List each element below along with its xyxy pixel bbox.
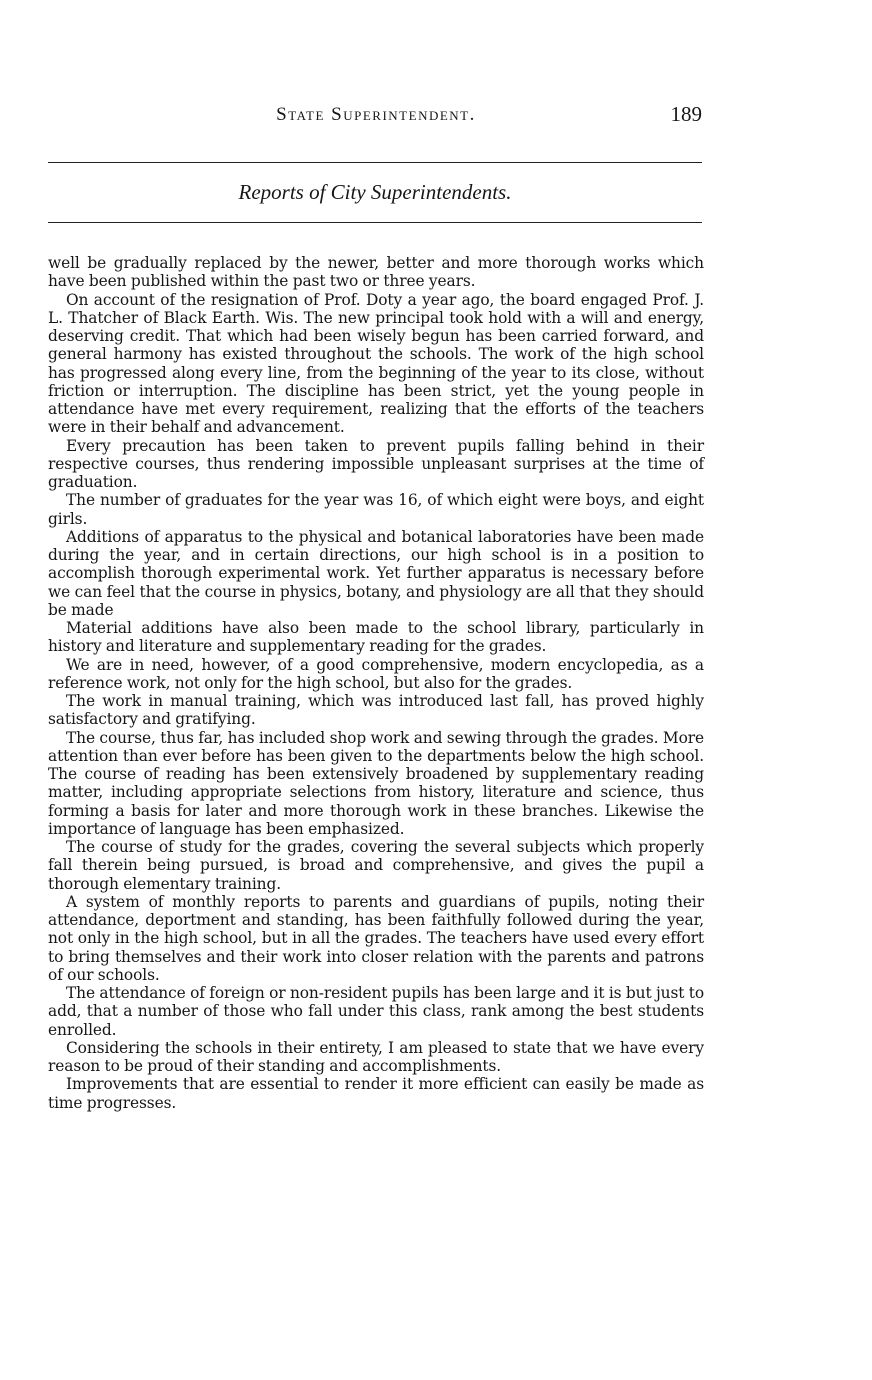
paragraph: Considering the schools in their entirety, I am pleased to state that we have every reason to be proud of their standing and accomplishments. bbox=[48, 1038, 704, 1075]
paragraph: Material additions have also been made to the school library, particularly in history and literature and supplementary reading for the grades. bbox=[48, 619, 704, 656]
body-text bbox=[48, 254, 704, 1112]
paragraph: The course, thus far, has included shop work and sewing through the grades. More attention than ever before has been given to the departments below the high school. The course of reading has been extensively broadened by supplementary reading matter, including appropriate selections from history, literature and science, thus forming a basis for later and more thorough work in these branches. Likewise the importance of language has been emphasized. bbox=[48, 728, 704, 838]
paragraph: well be gradually replaced by the newer, better and more thorough works which have been published within the past two or three years. bbox=[48, 254, 704, 291]
paragraph: We are in need, however, of a good comprehensive, modern encyclopedia, as a reference work, not only for the high school, but also for the grades. bbox=[48, 655, 704, 692]
paragraph: The number of graduates for the year was 16, of which eight were boys, and eight girls. bbox=[48, 491, 704, 528]
page-number: 189 bbox=[670, 102, 702, 126]
paragraph: The work in manual training, which was introduced last fall, has proved highly satisfactory and gratifying. bbox=[48, 692, 704, 729]
paragraph: The course of study for the grades, covering the several subjects which properly fall therein being pursued, is broad and comprehensive, and gives the pupil a thorough elementary training. bbox=[48, 838, 704, 893]
paragraph: On account of the resignation of Prof. Doty a year ago, the board engaged Prof. J. L. Thatcher of Black Earth. Wis. The new principal took hold with a will and energy, deserving credit. That which had been wisely begun has been carried forward, and general harmony has existed throughout the schools. The work of the high school has progressed along every line, from the beginning of the year to its close, without friction or interruption. The discipline has been strict, yet the young people in attendance have met every requirement, realizing that the efforts of the teachers were in their behalf and advancement. bbox=[48, 290, 704, 437]
paragraph: Additions of apparatus to the physical and botanical laboratories have been made during the year, and in certain directions, our high school is in a position to accomplish thorough experimental work. Yet further apparatus is necessary before we can feel that the course in physics, botany, and physiology are all that they should be made bbox=[48, 527, 704, 619]
paragraph: Improvements that are essential to render it more efficient can easily be made as time progresses. bbox=[48, 1075, 704, 1112]
running-header bbox=[48, 104, 704, 132]
paragraph: Every precaution has been taken to prevent pupils falling behind in their respective courses, thus rendering impossible unpleasant surprises at the time of graduation. bbox=[48, 436, 704, 491]
section-title: Reports of City Superintendents. bbox=[238, 180, 512, 204]
running-title: State Superintendent. bbox=[276, 104, 476, 125]
top-rule-divider bbox=[48, 162, 702, 163]
paragraph: The attendance of foreign or non-resident pupils has been large and it is but just to add, that a number of those who fall under this class, rank among the best students enrolled. bbox=[48, 984, 704, 1039]
bottom-rule-divider bbox=[48, 222, 702, 223]
paragraph: A system of monthly reports to parents and guardians of pupils, noting their attendance, deportment and standing, has been faithfully followed during the year, not only in the high school, but in all the grades. The teachers have used every effort to bring themselves and their work into closer relation with the parents and patrons of our schools. bbox=[48, 892, 704, 984]
